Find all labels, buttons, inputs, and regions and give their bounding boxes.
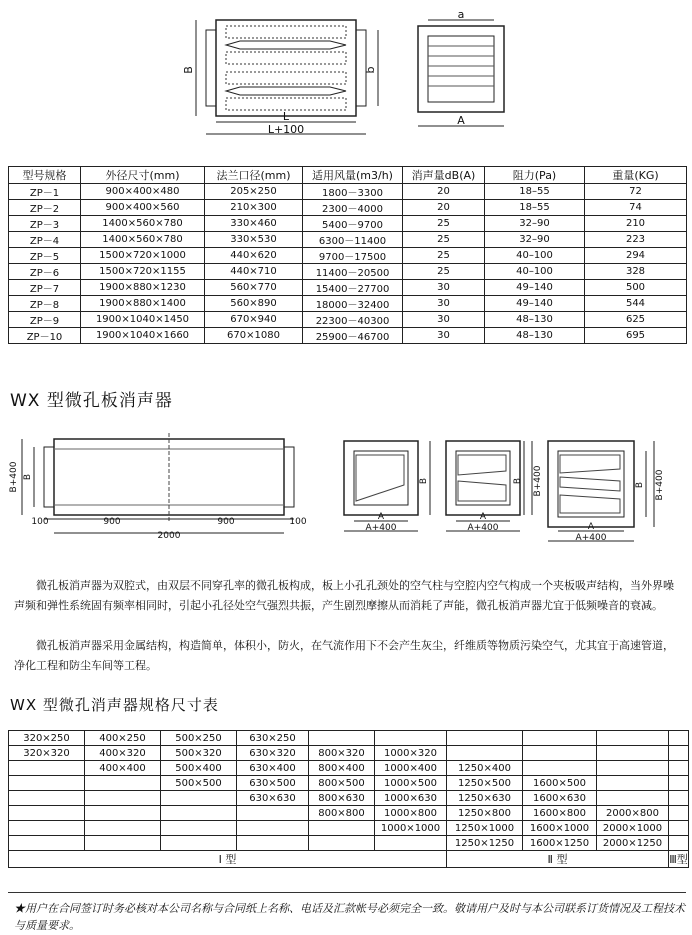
size-cell: [161, 806, 237, 821]
size-cell: [161, 791, 237, 806]
spec-cell: 25: [403, 248, 485, 264]
size-cell: [309, 731, 375, 746]
spec-cell: 11400－20500: [303, 264, 403, 280]
spec-cell: 625: [585, 312, 687, 328]
size-cell: 1000×320: [375, 746, 447, 761]
size-cell: 1250×1000: [447, 821, 523, 836]
spec-cell: ZP－7: [9, 280, 81, 296]
mid-dim-900-a: 900: [103, 517, 121, 527]
spec-cell: 223: [585, 232, 687, 248]
spec-cell: 670×1080: [205, 328, 303, 344]
type-row: [9, 851, 689, 868]
spec-cell: 1900×1040×1450: [81, 312, 205, 328]
size-cell: [669, 746, 689, 761]
table-row: [9, 232, 687, 248]
table-row: [9, 216, 687, 232]
size-cell: [9, 821, 85, 836]
spec-table: [8, 166, 687, 344]
spec-cell: 560×770: [205, 280, 303, 296]
size-cell: 630×320: [237, 746, 309, 761]
spec-cell: 18000－32400: [303, 296, 403, 312]
divider: [8, 892, 686, 893]
end2-dim-A400: A+400: [467, 523, 499, 533]
size-cell: [85, 821, 161, 836]
size-cell: 1250×1250: [447, 836, 523, 851]
size-cell: [375, 836, 447, 851]
spec-cell: 210: [585, 216, 687, 232]
spec-cell: ZP－6: [9, 264, 81, 280]
size-cell: [9, 806, 85, 821]
spec-cell: 1500×720×1000: [81, 248, 205, 264]
size-cell: [669, 791, 689, 806]
spec-cell: 5400－9700: [303, 216, 403, 232]
spec-header-cell: 重量(KG): [585, 167, 687, 184]
spec-cell: ZP－4: [9, 232, 81, 248]
table-row: [9, 761, 689, 776]
spec-cell: 20: [403, 200, 485, 216]
size-cell: [669, 776, 689, 791]
spec-cell: 40–100: [485, 248, 585, 264]
size-cell: 1600×800: [523, 806, 597, 821]
size-cell: [161, 821, 237, 836]
size-cell: [523, 761, 597, 776]
spec-cell: 48–130: [485, 312, 585, 328]
size-cell: 1000×500: [375, 776, 447, 791]
table-row: [9, 836, 689, 851]
table-row: [9, 312, 687, 328]
paragraph-2: 微孔板消声器采用金属结构，构造简单，体积小，防火，在气流作用下不会产生灰尘，纤维质等物质污染空气，尤其宜于高速管道，净化工程和防尘车间等工程。: [14, 639, 674, 672]
size-cell: 1250×800: [447, 806, 523, 821]
table-row: [9, 296, 687, 312]
mid-dim-100-left: 100: [31, 517, 49, 527]
spec-cell: 695: [585, 328, 687, 344]
size-cell: [85, 836, 161, 851]
spec-table-body: [9, 184, 687, 344]
table-row: [9, 806, 689, 821]
spec-cell: 18–55: [485, 200, 585, 216]
size-cell: [85, 791, 161, 806]
spec-cell: 48–130: [485, 328, 585, 344]
size-cell: 1600×630: [523, 791, 597, 806]
size-cell: 2000×1000: [597, 821, 669, 836]
size-cell: 1600×1000: [523, 821, 597, 836]
table-row: [9, 328, 687, 344]
size-cell: 400×320: [85, 746, 161, 761]
spec-cell: 670×940: [205, 312, 303, 328]
size-cell: 1250×400: [447, 761, 523, 776]
spec-cell: 544: [585, 296, 687, 312]
table-row: [9, 264, 687, 280]
spec-cell: ZP－3: [9, 216, 81, 232]
table-row: [9, 791, 689, 806]
size-cell: [161, 836, 237, 851]
size-cell: 400×400: [85, 761, 161, 776]
size-cell: 800×800: [309, 806, 375, 821]
dim-B-label: B: [182, 66, 195, 74]
size-cell: [9, 776, 85, 791]
size-cell: [237, 806, 309, 821]
size-cell: 1250×630: [447, 791, 523, 806]
size-cell: 500×500: [161, 776, 237, 791]
size-cell: 1000×800: [375, 806, 447, 821]
end1-dim-A400: A+400: [365, 523, 397, 533]
table-row: [9, 776, 689, 791]
size-cell: 2000×800: [597, 806, 669, 821]
size-cell: [85, 776, 161, 791]
spec-header-cell: 适用风量(m3/h): [303, 167, 403, 184]
size-cell: 500×400: [161, 761, 237, 776]
spec-cell: 25900－46700: [303, 328, 403, 344]
mid-dim-B: B: [23, 473, 33, 481]
size-cell: [597, 791, 669, 806]
spec-cell: 32–90: [485, 232, 585, 248]
spec-cell: 210×300: [205, 200, 303, 216]
mid-dim-900-b: 900: [217, 517, 235, 527]
spec-cell: ZP－5: [9, 248, 81, 264]
spec-cell: 30: [403, 280, 485, 296]
spec-header-cell: 消声量dB(A): [403, 167, 485, 184]
table-row: [9, 821, 689, 836]
size-cell: [523, 746, 597, 761]
size-cell: 630×500: [237, 776, 309, 791]
size-cell: 800×500: [309, 776, 375, 791]
size-cell: [237, 836, 309, 851]
spec-cell: 1400×560×780: [81, 232, 205, 248]
size-cell: 500×320: [161, 746, 237, 761]
size-cell: 630×250: [237, 731, 309, 746]
size-cell: 630×630: [237, 791, 309, 806]
size-table-body: [9, 731, 689, 868]
spec-cell: ZP－2: [9, 200, 81, 216]
size-cell: 1000×400: [375, 761, 447, 776]
spec-cell: 49–140: [485, 280, 585, 296]
size-cell: [447, 746, 523, 761]
footer-note: ★用户在合同签订时务必核对本公司名称与合同纸上名称、电话及汇款帐号必须完全一致。敬请用户及时与本公司联系订货情况及工程技术与质量要求。: [14, 902, 685, 932]
size-cell: [9, 836, 85, 851]
size-table: [8, 730, 689, 868]
dim-a-label: a: [457, 8, 465, 21]
spec-cell: ZP－1: [9, 184, 81, 200]
end3-dim-A: A: [587, 522, 595, 532]
size-cell: 1000×630: [375, 791, 447, 806]
spec-cell: 1800－3300: [303, 184, 403, 200]
spec-header-cell: 型号规格: [9, 167, 81, 184]
spec-cell: 1900×880×1230: [81, 280, 205, 296]
size-cell: [669, 731, 689, 746]
spec-cell: 2300－4000: [303, 200, 403, 216]
size-cell: [9, 761, 85, 776]
spec-header-cell: 阻力(Pa): [485, 167, 585, 184]
size-cell: 1600×1250: [523, 836, 597, 851]
size-cell: [669, 836, 689, 851]
end3-dim-B: B: [635, 481, 645, 489]
size-cell: [669, 821, 689, 836]
spec-cell: 1900×1040×1660: [81, 328, 205, 344]
table-row: [9, 200, 687, 216]
size-cell: 630×400: [237, 761, 309, 776]
spec-cell: 560×890: [205, 296, 303, 312]
size-cell: [669, 761, 689, 776]
size-cell: [237, 821, 309, 836]
paragraph-1: 微孔板消声器为双腔式，由双层不同穿孔率的微孔板构成，板上小孔孔颈处的空气柱与空腔内空气构成一个夹板吸声结构，当外界噪声频和弹性系统固有频率相同时，引起小孔径处空气强烈共振，产生剧烈摩擦从而消耗了声能，微孔板消声器尤宜于低频噪音的衰减。: [14, 579, 674, 612]
size-cell: 800×320: [309, 746, 375, 761]
end2-dim-B: B: [513, 477, 523, 485]
spec-cell: 500: [585, 280, 687, 296]
spec-cell: 330×460: [205, 216, 303, 232]
spec-cell: 30: [403, 296, 485, 312]
spec-cell: ZP－10: [9, 328, 81, 344]
spec-cell: 15400－27700: [303, 280, 403, 296]
spec-cell: 440×620: [205, 248, 303, 264]
section-title: WX 型微孔板消声器: [10, 391, 173, 411]
spec-header-cell: 法兰口径(mm): [205, 167, 303, 184]
spec-cell: 32–90: [485, 216, 585, 232]
type-label-cell: Ⅰ 型: [9, 851, 447, 868]
size-cell: 1000×1000: [375, 821, 447, 836]
size-cell: [9, 791, 85, 806]
size-table-title: WX 型微孔消声器规格尺寸表: [10, 696, 219, 714]
spec-cell: 25: [403, 264, 485, 280]
spec-cell: 22300－40300: [303, 312, 403, 328]
table-row: [9, 746, 689, 761]
spec-cell: ZP－9: [9, 312, 81, 328]
size-cell: [597, 761, 669, 776]
size-cell: [669, 806, 689, 821]
size-cell: [309, 821, 375, 836]
type-label-cell: Ⅱ 型: [447, 851, 669, 868]
type-label-cell: Ⅲ型: [669, 851, 689, 868]
size-cell: [523, 731, 597, 746]
spec-table-header: [9, 167, 687, 184]
spec-cell: 294: [585, 248, 687, 264]
spec-cell: 900×400×480: [81, 184, 205, 200]
spec-cell: 25: [403, 232, 485, 248]
spec-cell: 25: [403, 216, 485, 232]
end3-dim-B400: B+400: [655, 469, 665, 501]
spec-cell: 205×250: [205, 184, 303, 200]
dim-L-label: L: [282, 110, 290, 123]
mid-drawing: [0, 425, 692, 545]
spec-cell: 20: [403, 184, 485, 200]
size-cell: 400×250: [85, 731, 161, 746]
size-cell: 1250×500: [447, 776, 523, 791]
spec-cell: 328: [585, 264, 687, 280]
table-row: [9, 280, 687, 296]
spec-cell: 74: [585, 200, 687, 216]
spec-cell: 40–100: [485, 264, 585, 280]
size-cell: [597, 776, 669, 791]
end1-dim-B: B: [419, 477, 429, 485]
spec-cell: 9700－17500: [303, 248, 403, 264]
dim-L100-label: L+100: [267, 123, 305, 136]
spec-cell: 330×530: [205, 232, 303, 248]
dim-b-label: b: [364, 66, 377, 74]
spec-cell: 440×710: [205, 264, 303, 280]
size-cell: [309, 836, 375, 851]
size-cell: 320×250: [9, 731, 85, 746]
spec-cell: 30: [403, 312, 485, 328]
spec-cell: 72: [585, 184, 687, 200]
size-cell: [85, 806, 161, 821]
spec-cell: 1400×560×780: [81, 216, 205, 232]
table-row: [9, 731, 689, 746]
mid-dim-2000: 2000: [157, 531, 181, 541]
end2-dim-A: A: [479, 512, 487, 522]
size-cell: 1600×500: [523, 776, 597, 791]
spec-cell: 900×400×560: [81, 200, 205, 216]
spec-cell: 1500×720×1155: [81, 264, 205, 280]
size-cell: [375, 731, 447, 746]
table-row: [9, 248, 687, 264]
spec-cell: 6300－11400: [303, 232, 403, 248]
end3-dim-A400: A+400: [575, 533, 607, 543]
size-cell: 500×250: [161, 731, 237, 746]
size-cell: 800×400: [309, 761, 375, 776]
end2-dim-B400: B+400: [533, 465, 543, 497]
top-drawing: [0, 0, 692, 150]
end1-dim-A: A: [377, 512, 385, 522]
table-row: [9, 184, 687, 200]
mid-dim-B400: B+400: [9, 461, 19, 493]
spec-header-cell: 外径尺寸(mm): [81, 167, 205, 184]
spec-cell: 1900×880×1400: [81, 296, 205, 312]
mid-dim-100-right: 100: [289, 517, 307, 527]
size-cell: 320×320: [9, 746, 85, 761]
size-cell: [447, 731, 523, 746]
size-cell: 800×630: [309, 791, 375, 806]
spec-cell: 49–140: [485, 296, 585, 312]
dim-A-label: A: [457, 114, 465, 127]
size-cell: 2000×1250: [597, 836, 669, 851]
spec-cell: 30: [403, 328, 485, 344]
spec-cell: ZP－8: [9, 296, 81, 312]
size-cell: [597, 746, 669, 761]
size-cell: [597, 731, 669, 746]
spec-cell: 18–55: [485, 184, 585, 200]
